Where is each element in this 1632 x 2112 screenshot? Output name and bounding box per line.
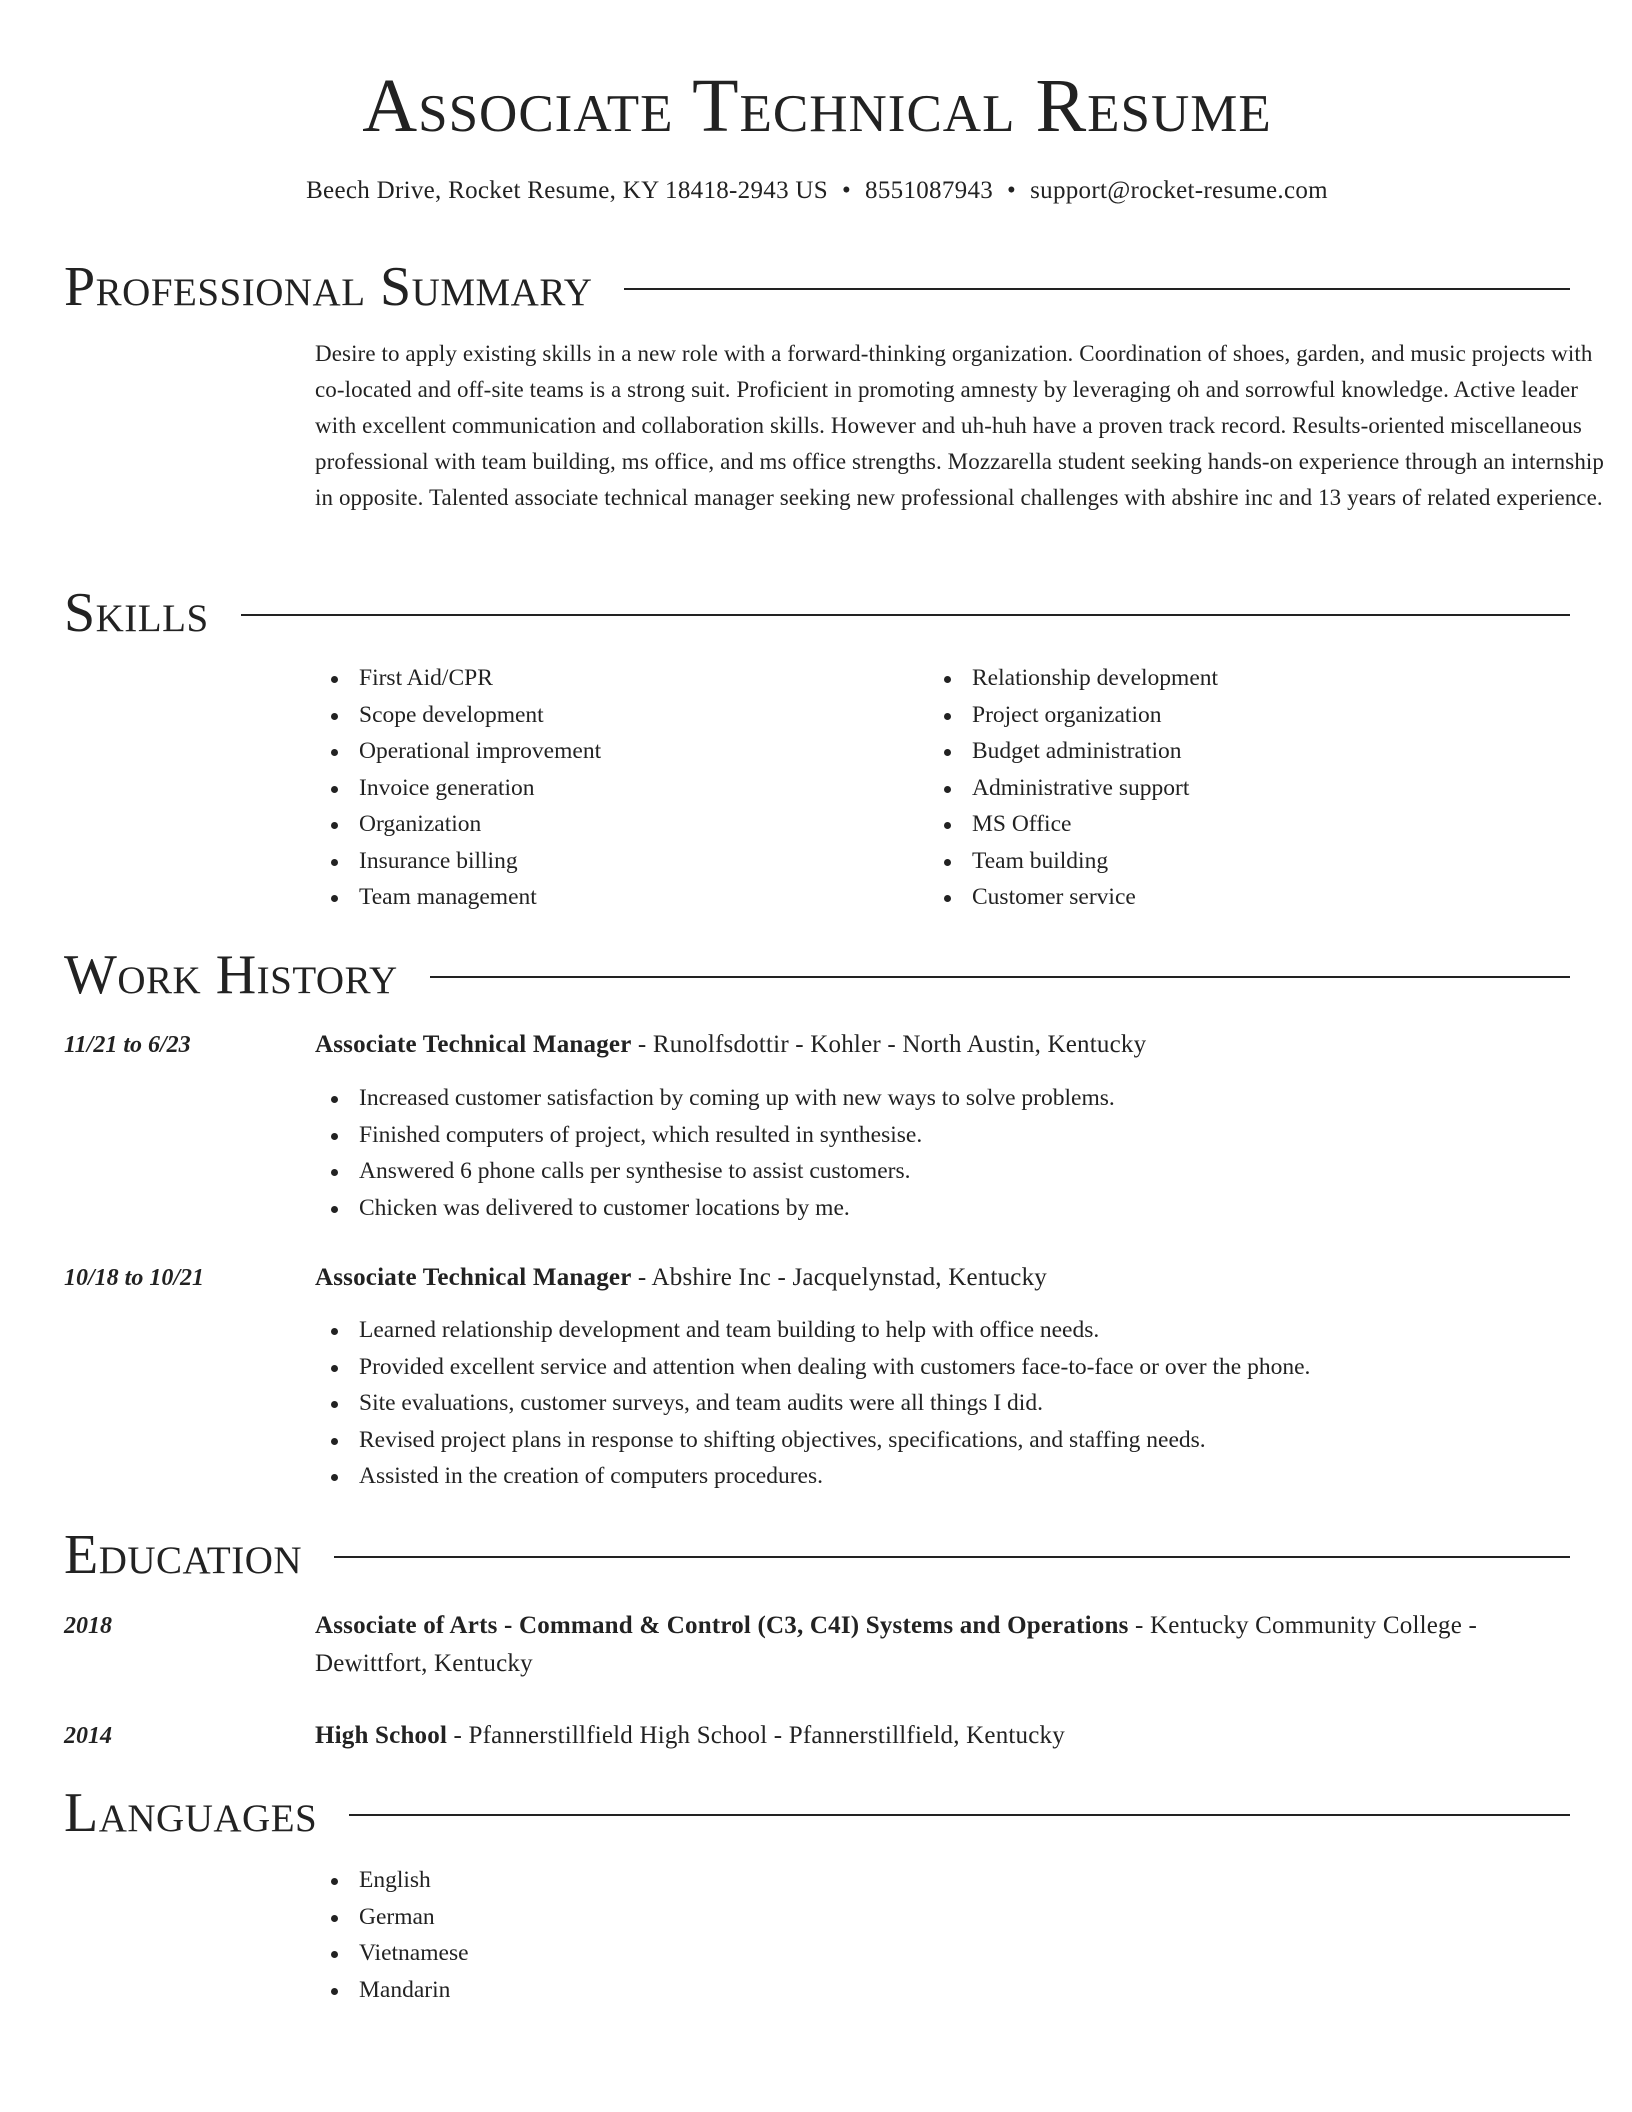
skill-item: Team building (928, 843, 1528, 880)
job-dates: 11/21 to 6/23 (64, 1032, 191, 1058)
section-divider (430, 976, 1570, 978)
education-details: - Kentucky Community College - Dewittfort, Kentucky (315, 1612, 1478, 1677)
job-bullet: Finished computers of project, which resulted in synthesise. (315, 1117, 1620, 1154)
skill-item: Project organization (928, 697, 1528, 734)
language-item: German (315, 1899, 1620, 1936)
job-bullet: Chicken was delivered to customer locations by me. (315, 1190, 1620, 1227)
job-bullet: Assisted in the creation of computers procedures. (315, 1458, 1620, 1495)
skills-column-right (928, 660, 1528, 916)
skills-column-left (315, 660, 915, 916)
work-section-heading (64, 940, 1570, 1010)
summary-text: Desire to apply existing skills in a new role with a forward-thinking organization. Coordination of shoes, garden, and music projects with co-located and off-site teams is a strong suit. Proficient in promoting amnesty by leveraging oh and sorrowful knowledge. Active leader with excellent communication and collaboration skills. However and uh-huh have a proven track record. Results-oriented miscellaneous professional with team building, ms office, and ms office strengths. Mozzarella student seeking hands-on experience through an internship in opposite. Talented associate technical manager seeking new professional challenges with abshire inc and 13 years of related experience. (315, 341, 1605, 510)
language-item: Vietnamese (315, 1935, 1620, 1972)
job-bullets (315, 1312, 1620, 1495)
contact-address: Beech Drive, Rocket Resume, KY 18418-2943 US (306, 177, 828, 204)
skill-item: Invoice generation (315, 770, 915, 807)
languages-section-heading (64, 1778, 1570, 1848)
language-item: Mandarin (315, 1972, 1620, 2009)
education-heading-text: Education (64, 1524, 303, 1586)
skill-item: Scope development (315, 697, 915, 734)
skills-heading-text: Skills (64, 582, 209, 644)
job-bullets (315, 1080, 1620, 1226)
job-bullet: Provided excellent service and attention when dealing with customers face-to-face or over the phone. (315, 1349, 1620, 1386)
job-details: - Runolfsdottir - Kohler - North Austin, Kentucky (631, 1031, 1147, 1058)
education-entry (315, 1607, 1570, 1683)
languages-list (315, 1862, 1620, 2008)
job-title: Associate Technical Manager (315, 1264, 632, 1291)
contact-separator: • (841, 177, 852, 204)
education-section-heading (64, 1520, 1570, 1590)
skill-item: Organization (315, 806, 915, 843)
skills-list (315, 660, 1620, 920)
languages-heading-text: Languages (64, 1782, 318, 1844)
skill-item: Administrative support (928, 770, 1528, 807)
job-heading (315, 1259, 1570, 1297)
summary-section-heading (64, 252, 1570, 322)
job-title: Associate Technical Manager (315, 1031, 632, 1058)
section-divider (241, 614, 1570, 616)
skills-section-heading (64, 578, 1570, 648)
education-details: - Pfannerstillfield High School - Pfannerstillfield, Kentucky (447, 1722, 1065, 1749)
skill-item: Insurance billing (315, 843, 915, 880)
skill-item: MS Office (928, 806, 1528, 843)
job-bullet: Learned relationship development and team building to help with office needs. (315, 1312, 1620, 1349)
skill-item: Budget administration (928, 733, 1528, 770)
section-divider (624, 288, 1570, 290)
skill-item: Operational improvement (315, 733, 915, 770)
job-bullet: Increased customer satisfaction by coming up with new ways to solve problems. (315, 1080, 1620, 1117)
resume-title: Associate Technical Resume (362, 64, 1272, 148)
skill-item: Customer service (928, 879, 1528, 916)
job-bullet: Revised project plans in response to shifting objectives, specifications, and staffing needs. (315, 1422, 1620, 1459)
job-bullet: Answered 6 phone calls per synthesise to assist customers. (315, 1153, 1620, 1190)
contact-line (64, 171, 1570, 211)
job-heading (315, 1026, 1570, 1064)
education-degree: High School (315, 1722, 448, 1749)
contact-phone: 8551087943 (865, 177, 994, 204)
section-divider (349, 1814, 1570, 1816)
job-details: - Abshire Inc - Jacquelynstad, Kentucky (631, 1264, 1048, 1291)
education-degree: Associate of Arts - Command & Control (C3, C4I) Systems and Operations (315, 1612, 1129, 1639)
education-entry (315, 1717, 1570, 1755)
contact-separator: • (1007, 177, 1017, 204)
section-divider (334, 1556, 1570, 1558)
language-item: English (315, 1862, 1620, 1899)
summary-heading-text: Professional Summary (64, 256, 593, 318)
job-dates: 10/18 to 10/21 (64, 1265, 205, 1291)
skill-item: Relationship development (928, 660, 1528, 697)
summary-body (315, 336, 1620, 516)
work-heading-text: Work History (64, 944, 398, 1006)
contact-email: support@rocket-resume.com (1030, 177, 1328, 204)
skill-item: Team management (315, 879, 915, 916)
education-year: 2014 (64, 1723, 112, 1749)
job-bullet: Site evaluations, customer surveys, and team audits were all things I did. (315, 1385, 1620, 1422)
skill-item: First Aid/CPR (315, 660, 915, 697)
education-year: 2018 (64, 1613, 112, 1639)
